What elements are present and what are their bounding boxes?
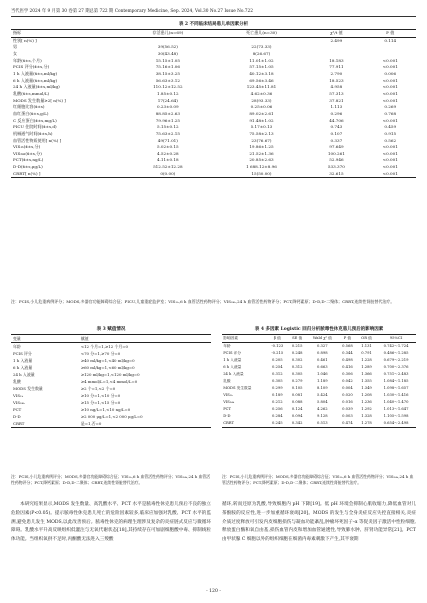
table-cell: 0(0.00): [121, 171, 215, 178]
table-cell: 0.205: [271, 358, 283, 362]
table-cell: 97.649: [329, 144, 344, 150]
table-cell: 1.084～1.185: [383, 379, 409, 383]
table-row: [222, 399, 416, 406]
table-cell: <0.001: [365, 171, 416, 178]
table2: [11, 29, 416, 178]
table-cell: 0.791: [361, 351, 372, 355]
table-cell: 是=1,否=0: [79, 420, 211, 428]
header-divider: [11, 16, 416, 17]
table-cell: 0.742～1.724: [383, 344, 409, 348]
table-cell: CRRT: [222, 420, 267, 428]
table-header-cell: OR 值: [357, 335, 376, 343]
table-cell: [365, 44, 416, 51]
table-cell: -0.215: [271, 351, 284, 355]
table-cell: 1.366: [361, 372, 372, 376]
table-cell: 88.85±2.63: [155, 110, 180, 116]
table-cell: 49(71.01): [157, 137, 178, 143]
body-paragraph-right: 循环,转而还原为乳酸,导致细胞内 pH 下降[19]。低 pH 环境会抑制心肌收缩力,降低血管对儿茶酚胺的反应性,进一步加重循环衰竭[20]。MODS 的发生与全身炎症反应失控直接相关,炎症介质过度释放可引发内皮细胞损伤与凝血功能紊乱,肿瘤坏死因子-α 等促炎因子激活中性粒细胞,释放蛋白酶和氧自由基,损伤血管内皮和增加血管通透性,导致肺水肿、肝肾功能异常[21]。PCT 由甲状腺 C 细胞以外的组织细胞在细菌内毒素刺激下产生,其半衰期: [222, 502, 416, 543]
table-cell: 1.85±0.12: [156, 90, 179, 96]
table-cell: 0.342: [288, 420, 307, 428]
table2-caption: 表 2 不同临床结局患儿单因素分析: [178, 22, 249, 27]
table-cell: 0.768: [384, 110, 397, 116]
table-cell: 机械通气时间(x̄±s,h): [13, 130, 53, 136]
table-cell: 0.305: [291, 372, 303, 376]
table-row: [11, 84, 416, 91]
table-cell: 37.821: [329, 97, 344, 103]
table-cell: 年龄: [223, 344, 231, 348]
table-row: [11, 413, 211, 420]
table-cell: PICU 住院时间(x̄±s,d): [13, 124, 57, 130]
table-cell: 乳酸: [13, 379, 21, 384]
table-cell: 1.328: [361, 414, 372, 418]
table-cell: 6 h 入液量(x̄±s,ml/kg): [13, 77, 58, 83]
table-cell: C 反应蛋白(x̄±s,mg/L): [13, 117, 57, 123]
table-cell: 0.23±0.09: [156, 104, 179, 110]
table-cell: 1.228: [361, 358, 372, 362]
table-row: [11, 371, 211, 378]
table-cell: 0.915: [384, 130, 397, 136]
table-row: [11, 157, 416, 164]
table-row: [222, 392, 416, 399]
table-cell: 19.86±1.25: [249, 144, 274, 150]
table-cell: 0.094: [291, 414, 303, 418]
table-header-cell: 存活患儿(n=69): [121, 30, 215, 38]
table-cell: 0.279: [291, 379, 303, 383]
table-cell: 0.081: [291, 393, 303, 397]
table4-caption: 表 4 多因素 Logistic 回归分析脓毒性休克患儿预后的影响因素: [254, 327, 384, 332]
table-cell: 1.113: [330, 104, 343, 110]
table-cell: 23(76.67): [251, 137, 272, 143]
table-cell: 4.11±0.18: [156, 157, 179, 163]
table-cell: 0.124: [291, 407, 303, 411]
table-cell: 0.562: [384, 137, 397, 143]
table-cell: 1.189: [317, 379, 328, 383]
table-row: [222, 378, 416, 385]
table-row: [11, 151, 416, 158]
table-row: [11, 138, 416, 145]
table-cell: 1.278: [357, 420, 376, 428]
table-row: [11, 385, 211, 392]
table-cell: 0.004: [342, 386, 353, 390]
table-row: [222, 406, 416, 413]
table-cell: 75.63±2.15: [155, 130, 180, 136]
table-cell: <0.001: [382, 57, 398, 63]
table-row: [11, 343, 211, 351]
table-cell: ≥4 mmol/L=1,<4 mmol/L=0: [80, 379, 138, 384]
table-row: [11, 51, 416, 58]
table3-note: 注：PCIS,小儿危重病例评分；MODS,多器官功能障碍综合征；VIS₁ₕ,6 h 血管活性药物评分；VIS₂₄ₕ,24 h 血管活性药物评分；PCT,降钙素原；D-D,D-二聚体；CRRT,连续性肾脏替代治疗。: [11, 474, 211, 486]
table-cell: 0.700～2.376: [383, 365, 409, 369]
table-cell: 0.486～1.285: [383, 351, 409, 355]
table-cell: 100.261: [327, 150, 345, 156]
table-cell: 血管活性物质使用[ n(%) ]: [13, 137, 62, 143]
table-cell: 0.254: [271, 365, 283, 369]
table-row: [11, 131, 416, 138]
table-row: [11, 104, 416, 111]
table-cell: 1 h 入液量(x̄±s,ml/kg): [13, 70, 58, 76]
table-cell: 性别[ n(%) ]: [13, 37, 37, 43]
table-cell: <0.001: [382, 90, 398, 96]
table-cell: <0.001: [382, 64, 398, 70]
table-cell: VIS₁ₕ(x̄±s,分): [13, 144, 41, 150]
table-row: [11, 350, 211, 357]
table-cell: VIS₂₄ₕ(x̄±s,分): [13, 150, 42, 156]
table-cell: 21.52±1.36: [249, 150, 274, 156]
table-cell: 9.128: [317, 414, 328, 418]
table-cell: 79.96±1.25: [155, 117, 180, 123]
table-cell: 1.292: [361, 407, 372, 411]
table-cell: VIS₁ₕ: [223, 393, 233, 397]
table-cell: 0.088: [291, 400, 303, 404]
table-cell: 69.56±3.46: [249, 77, 274, 83]
table-cell: 91.48±1.02: [249, 117, 274, 123]
table-cell: 0.743: [330, 124, 343, 130]
table4-note: 注：PCIS,小儿危重病例评分；MODS,多器官功能障碍综合征；VIS₁ₕ,6 h 血管活性药物评分；VIS₂₄ₕ,24 h 血管活性药物评分；PCT,降钙素原；D-D,D-二聚体；CRRT,连续性肾脏替代治疗。: [222, 474, 414, 486]
table-cell: 0.020: [342, 393, 353, 397]
table-cell: 1.030～1.416: [383, 393, 409, 397]
table-cell: 2.790: [330, 70, 343, 76]
table-cell: ≥60 ml/kg=1,<60 ml/kg=0: [80, 365, 135, 370]
table-cell: -0.123: [271, 344, 284, 348]
table-cell: 1.236: [361, 400, 372, 404]
table-cell: 6 h 入液量: [223, 365, 242, 369]
table-row: [11, 378, 211, 385]
table-cell: PCT: [223, 407, 231, 411]
table-cell: 32.615: [308, 171, 364, 178]
table-cell: <0.001: [382, 144, 398, 150]
table-cell: 75.58±2.13: [249, 130, 274, 136]
table-cell: 0.107: [330, 130, 343, 136]
table-cell: 0.042: [342, 379, 353, 383]
table-cell: MODS 发生数量: [13, 386, 43, 391]
table-cell: 0.663: [317, 365, 328, 369]
table-cell: [308, 44, 364, 51]
table-cell: 1.289: [361, 365, 372, 369]
table-row: [11, 118, 416, 125]
table-cell: 男: [13, 44, 18, 50]
table-cell: 0.474: [338, 420, 357, 428]
table-cell: 红细胞比容(x̄±s): [13, 104, 45, 110]
table-cell: ≥2 000 μg/L=1,<2 000 μg/L=0: [80, 414, 143, 419]
table-cell: <0.001: [382, 164, 398, 170]
table-cell: 0.039: [342, 407, 353, 411]
table-cell: 1 h 入液量: [13, 358, 33, 363]
table-cell: [365, 51, 416, 58]
table-cell: 0.898: [317, 351, 328, 355]
table4: [222, 334, 416, 428]
table-cell: 11.01±1.02: [249, 57, 274, 63]
running-header: 当代医学 2024 年 9 月第 30 卷第 27 期总第 722 期 Contemporary Medicine, Sep. 2024, Vol.30 No.27 Issue No.722: [11, 9, 253, 14]
table-header-cell: 指标: [11, 30, 121, 38]
table-cell: 1.098～1.657: [383, 386, 409, 390]
table-cell: ≥10 ng/L=1,<10 ng/L=0: [80, 407, 131, 412]
table-row: [11, 71, 416, 78]
table-cell: 4.52±0.28: [156, 150, 179, 156]
table-cell: 女: [13, 50, 18, 56]
table-cell: VIS₂₄ₕ: [223, 400, 235, 404]
table-row: [11, 171, 416, 178]
table-cell: 1.040～1.470: [383, 400, 409, 404]
table-cell: 0.215: [291, 344, 303, 348]
table-cell: 533.370: [327, 164, 345, 170]
table-cell: 1.105～1.598: [383, 414, 409, 418]
table-row: [11, 164, 416, 171]
table-cell: 22(73.33): [251, 44, 272, 50]
table-header-cell: χ²/t 值: [308, 30, 364, 38]
table-cell: 24 h 入液量(x̄±s,ml/kg): [13, 84, 60, 90]
table-cell: 40.12±3.18: [249, 70, 274, 76]
table-cell: 1.046: [317, 372, 328, 376]
table-cell: 57.15±1.05: [249, 64, 274, 70]
table-row: [222, 343, 416, 351]
table-cell: 0.189: [271, 393, 283, 397]
table-cell: 15.15±1.05: [155, 57, 180, 63]
table-row: [11, 392, 211, 399]
table-cell: [121, 37, 215, 44]
table-cell: <0.001: [382, 97, 398, 103]
table-cell: 75.16±1.06: [155, 64, 180, 70]
table-cell: 38.15±3.25: [155, 70, 180, 76]
table-row: [11, 111, 416, 118]
table-cell: 0.284: [271, 414, 283, 418]
table-cell: 1 h 入液量: [223, 358, 242, 362]
table-cell: 0.245: [267, 420, 288, 428]
table-row: [11, 58, 416, 65]
table-cell: 39(56.52): [157, 44, 178, 50]
table-cell: <0.001: [382, 84, 398, 90]
table-cell: <0.001: [382, 117, 398, 123]
table-cell: 20.85±2.63: [249, 157, 274, 163]
table-cell: PCIS 评分(x̄±s,分): [13, 64, 50, 70]
table-row: [11, 78, 416, 85]
table-header-cell: 赋值: [79, 335, 211, 343]
table-header-cell: P 值: [338, 335, 357, 343]
table-cell: 17(24.64): [157, 97, 178, 103]
table-cell: 30(43.48): [157, 50, 178, 56]
table-cell: 5.424: [317, 393, 328, 397]
table-row: [222, 350, 416, 357]
table-header-cell: 死亡患儿(n=30): [215, 30, 309, 38]
table-row: [11, 64, 416, 71]
table-cell: 血红蛋白(x̄±s,g/L): [13, 110, 49, 116]
table-header-cell: 95%CI: [376, 335, 416, 343]
table-cell: D-D: [13, 414, 21, 419]
table-cell: 0.003: [342, 414, 353, 418]
table-cell: 0.016: [342, 400, 353, 404]
table-cell: 年龄: [13, 344, 21, 349]
table-cell: <0.001: [382, 157, 398, 163]
table-cell: PCT: [13, 407, 22, 412]
table-cell: 24 h 入液量: [13, 372, 35, 377]
table-cell: <70 分=1,≥70 分=0: [80, 351, 121, 356]
table-cell: 0.212: [271, 400, 283, 404]
table-cell: 0.296: [330, 110, 343, 116]
table-cell: 0.344: [342, 351, 353, 355]
table-cell: 1.208: [361, 393, 372, 397]
table-row: [11, 399, 211, 406]
table-cell: 6 h 入液量: [13, 365, 33, 370]
table-cell: ≥15 分=1,<15 分=0: [80, 400, 121, 405]
table-cell: ≥2 个=1,<2 个=0: [80, 386, 116, 391]
table-cell: 0.114: [384, 37, 397, 43]
table-row: [11, 364, 211, 371]
table-cell: 0.513: [307, 420, 338, 428]
table-cell: 4.958: [330, 84, 343, 90]
table-cell: 0.306: [342, 372, 353, 376]
table-cell: 8.109: [317, 386, 328, 390]
table3-caption: 表 3 赋值情况: [96, 327, 126, 332]
table-cell: 0.312: [291, 365, 303, 369]
table-cell: 0.312: [271, 372, 283, 376]
table-cell: 4.262: [317, 407, 328, 411]
table-cell: 24 h 入液量: [223, 372, 244, 376]
table-cell: PCIS 评分: [13, 351, 32, 356]
table-cell: CRRT[ n(%) ]: [11, 171, 121, 178]
table-cell: 0.327: [317, 344, 328, 348]
table-row: [222, 413, 416, 420]
table-row: [11, 44, 416, 51]
table-cell: 56.63±3.12: [155, 77, 180, 83]
table-cell: 89.02±2.61: [249, 110, 274, 116]
table-row: [11, 406, 211, 413]
table-row: [11, 420, 211, 428]
table-cell: 0.006: [384, 70, 397, 76]
table-cell: ≥40 ml/kg=1,<40 ml/kg=0: [80, 358, 135, 363]
table-cell: [308, 51, 364, 58]
table-cell: 512.52±12.28: [153, 164, 183, 170]
table-cell: 5.15±0.12: [156, 124, 179, 130]
table-row: [222, 357, 416, 364]
table-cell: <0.001: [382, 77, 398, 83]
table-cell: 0.654～2.498: [376, 420, 416, 428]
table-cell: 0.568: [342, 344, 353, 348]
table-cell: 1 688.12±8.96: [246, 164, 277, 170]
table-cell: 1.355: [361, 379, 372, 383]
table-cell: <12 个月=1,≥12 个月=0: [80, 344, 128, 349]
table-header-cell: Wald χ² 值: [307, 335, 338, 343]
table-row: [222, 364, 416, 371]
table-cell: 0.25±0.06: [250, 104, 273, 110]
table-cell: VIS₁ₕ: [13, 393, 24, 398]
table3: [11, 334, 211, 428]
table-cell: 0.416: [342, 365, 353, 369]
table-cell: 57.313: [329, 90, 344, 96]
table-cell: 0.305: [271, 379, 283, 383]
table-cell: VIS₂₄ₕ: [13, 400, 25, 405]
table-cell: PCIS 评分: [223, 351, 242, 355]
table-cell: 5.804: [317, 400, 328, 404]
table-header-cell: P 值: [365, 30, 416, 38]
table-cell: D-D(x̄±s,μg/L): [13, 164, 43, 170]
table-cell: 年龄(x̄±s,个月): [13, 57, 42, 63]
table-cell: 0.248: [291, 351, 303, 355]
table-cell: MODS 发生数量: [223, 386, 252, 390]
table-header-cell: SE 值: [288, 335, 307, 343]
table-cell: 8(26.67): [252, 50, 271, 56]
table-cell: 5.17±0.13: [250, 124, 273, 130]
table-cell: D-D: [223, 414, 231, 418]
table-cell: [215, 37, 309, 44]
table-cell: 15(50.00): [215, 171, 309, 178]
table-row: [11, 98, 416, 105]
table-cell: 123.45±11.81: [246, 84, 277, 90]
table-row: [11, 144, 416, 151]
table-cell: 0.461: [317, 358, 328, 362]
table-cell: 52.946: [329, 157, 344, 163]
table-header-cell: 变量: [11, 335, 79, 343]
table-row: [11, 91, 416, 98]
table-cell: <0.001: [382, 150, 398, 156]
table-cell: 0.256: [271, 407, 283, 411]
table-cell: 5.02±0.15: [156, 144, 179, 150]
table-cell: 28(93.33): [251, 97, 272, 103]
table-cell: 0.299: [271, 386, 283, 390]
table-row: [11, 37, 416, 44]
table-cell: MODS 发生数量≥2[ n(%) ]: [13, 97, 66, 103]
table-cell: 4.62±0.36: [250, 90, 273, 96]
page-number: - 120 -: [206, 589, 221, 594]
table-cell: 乳酸: [223, 379, 231, 383]
table-row: [11, 357, 211, 364]
table-cell: 18.183: [329, 57, 344, 63]
table-cell: 1.349: [361, 386, 372, 390]
body-paragraph-left: 本研究结果显示,MODS 发生数量、高乳酸水平、PCT 水平是脓毒性休克患儿预后不良的独立危险因素(P<0.05)。提示脓毒性休克患儿死亡的危险因素较多,临床应加强对乳酸、PCT 水平的监测,避免患儿发生 MODS,以此改善预后。脓毒性休克的病理生理涉及复杂的炎症链式反应与微循环障碍。乳酸水平升高反映组织低灌注与无氧代谢状态[18],其持续存在可加剧细胞酸中毒、抑制线粒体功能。当组织氧供不足时,丙酮酸无法进入三羧酸: [11, 502, 211, 543]
table-cell: ≥10 分=1,<10 分=0: [80, 393, 121, 398]
table-cell: 2.499: [330, 37, 343, 43]
table-cell: 0.679～2.219: [383, 358, 409, 362]
table-cell: 44.706: [329, 117, 344, 123]
table-cell: 0.751～2.483: [383, 372, 409, 376]
table-cell: 1.131: [361, 344, 372, 348]
table-cell: 110.12±12.52: [153, 84, 183, 90]
table-cell: 0.269: [384, 104, 397, 110]
table-cell: 0.459: [384, 124, 397, 130]
table2-note: 注：PCIS,小儿危重病例评分；MODS,多器官功能障碍综合征；PICU,儿童重症监护室；VIS₁ₕ,6 h 血管活性药物评分；VIS₂₄ₕ,24 h 血管活性药物评分；PCT,降钙素原；D-D,D-二聚体；CRRT,连续性肾脏替代治疗。: [11, 299, 395, 304]
table-cell: ≥120 ml/kg=1,<120 ml/kg=0: [80, 372, 140, 377]
table-cell: 0.105: [291, 386, 303, 390]
table-row: [222, 420, 416, 428]
table-cell: 77.911: [329, 64, 344, 70]
table-header-cell: 影响因素: [222, 335, 267, 343]
table-cell: 1.013～1.647: [383, 407, 409, 411]
table-cell: 18.523: [329, 77, 344, 83]
table-row: [11, 124, 416, 131]
table-cell: 乳酸(x̄±s,mmol/L): [13, 90, 50, 96]
table-row: [222, 385, 416, 392]
table-row: [222, 371, 416, 378]
table-cell: PCT(x̄±s,ng/L): [13, 157, 44, 163]
table-cell: 0.498: [342, 358, 353, 362]
table-header-cell: β 值: [267, 335, 288, 343]
table-cell: 0.302: [291, 358, 303, 362]
table-cell: 0.337: [330, 137, 343, 143]
table-cell: CRRT: [11, 420, 79, 428]
